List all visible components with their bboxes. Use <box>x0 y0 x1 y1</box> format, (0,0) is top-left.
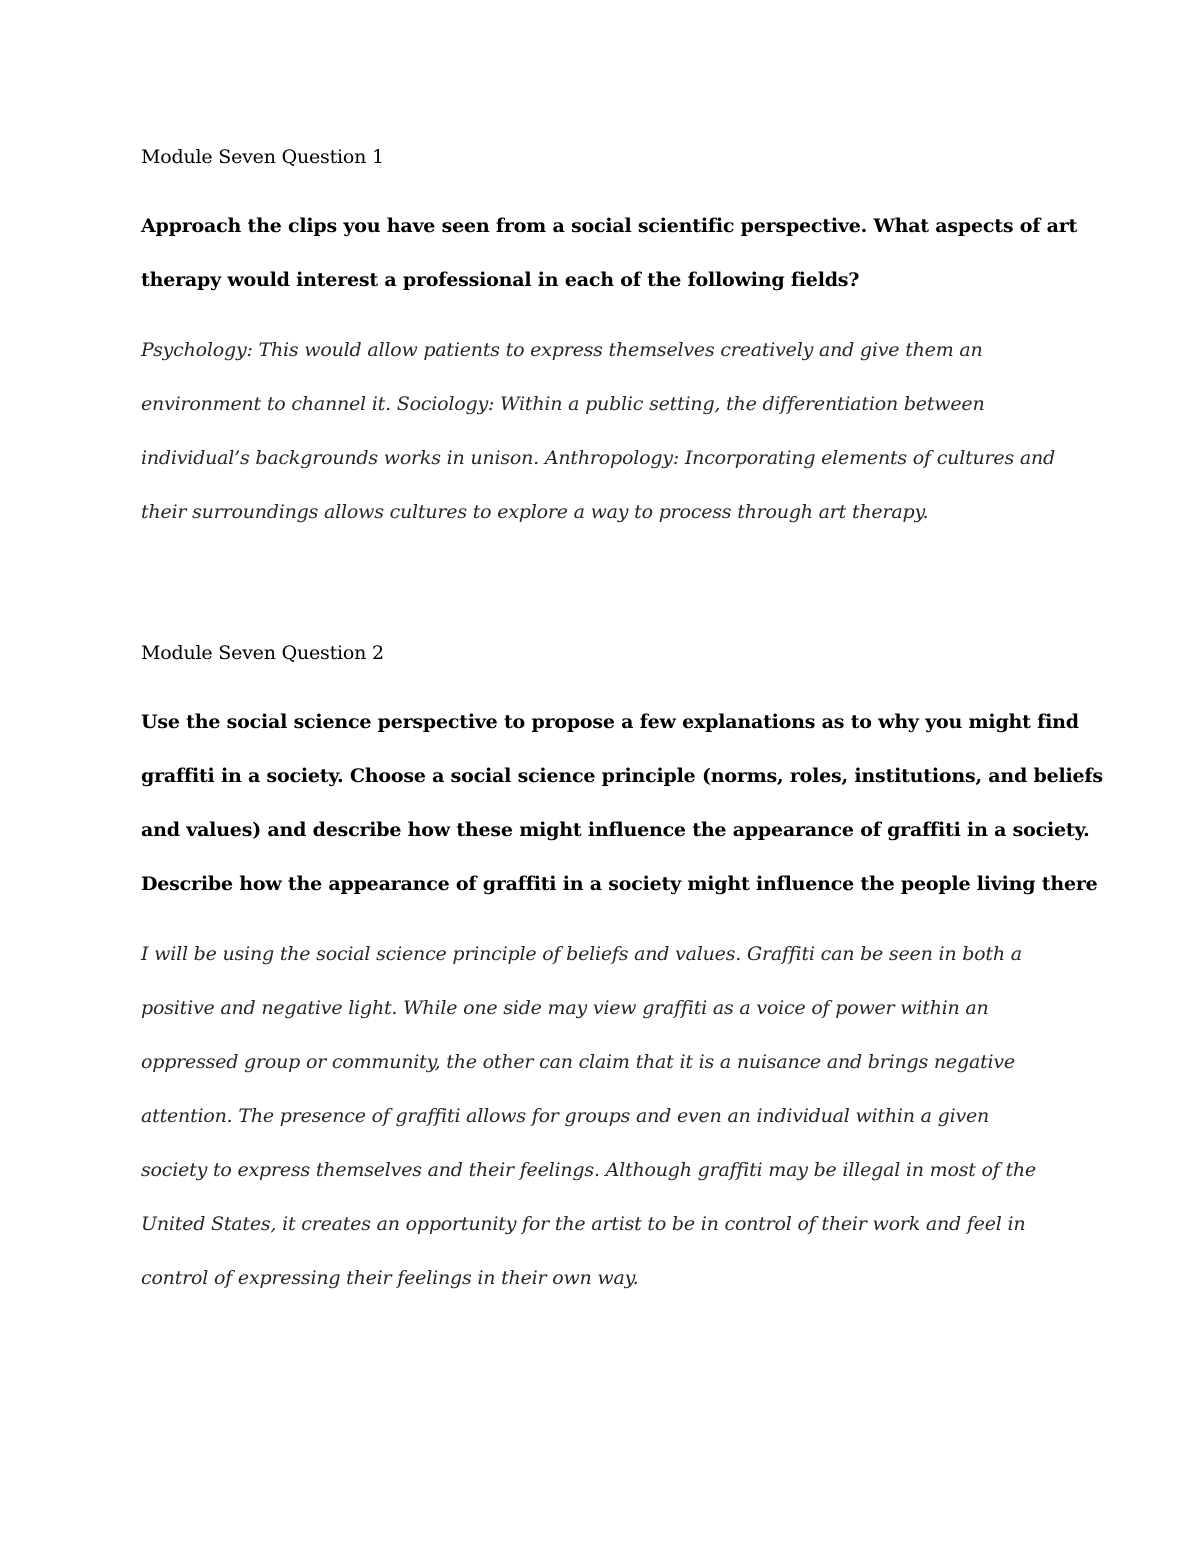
q2-answer-line: I will be using the social science principle of beliefs and values. Graffiti can be seen in both a <box>141 943 1022 965</box>
q1-answer-line: individual’s backgrounds works in unison. Anthropology: Incorporating elements of cultures and <box>141 447 1055 469</box>
q2-question-line: graffiti in a society. Choose a social science principle (norms, roles, institutions, and beliefs <box>141 765 1103 787</box>
q1-answer-line: their surroundings allows cultures to explore a way to process through art therapy. <box>141 501 929 523</box>
q2-answer-line: society to express themselves and their feelings. Although graffiti may be illegal in most of the <box>141 1159 1036 1181</box>
q2-answer-line: oppressed group or community, the other can claim that it is a nuisance and brings negative <box>141 1051 1015 1073</box>
q1-question-line: therapy would interest a professional in each of the following fields? <box>141 269 860 291</box>
q1-heading: Module Seven Question 1 <box>141 146 384 168</box>
q2-answer-line: attention. The presence of graffiti allows for groups and even an individual within a given <box>141 1105 990 1127</box>
q2-heading: Module Seven Question 2 <box>141 642 384 664</box>
q1-question-line: Approach the clips you have seen from a social scientific perspective. What aspects of art <box>141 215 1078 237</box>
q2-answer-line: positive and negative light. While one side may view graffiti as a voice of power within an <box>141 997 989 1019</box>
q2-question-line: Describe how the appearance of graffiti in a society might influence the people living there <box>141 873 1098 895</box>
q2-answer-line: United States, it creates an opportunity for the artist to be in control of their work and feel in <box>141 1213 1026 1235</box>
q2-question-line: Use the social science perspective to propose a few explanations as to why you might find <box>141 711 1079 733</box>
q1-answer-line: environment to channel it. Sociology: Within a public setting, the differentiation between <box>141 393 985 415</box>
q1-answer-line: Psychology: This would allow patients to express themselves creatively and give them an <box>141 339 983 361</box>
q2-question-line: and values) and describe how these might influence the appearance of graffiti in a society. <box>141 819 1090 841</box>
q2-answer-line: control of expressing their feelings in their own way. <box>141 1267 639 1289</box>
